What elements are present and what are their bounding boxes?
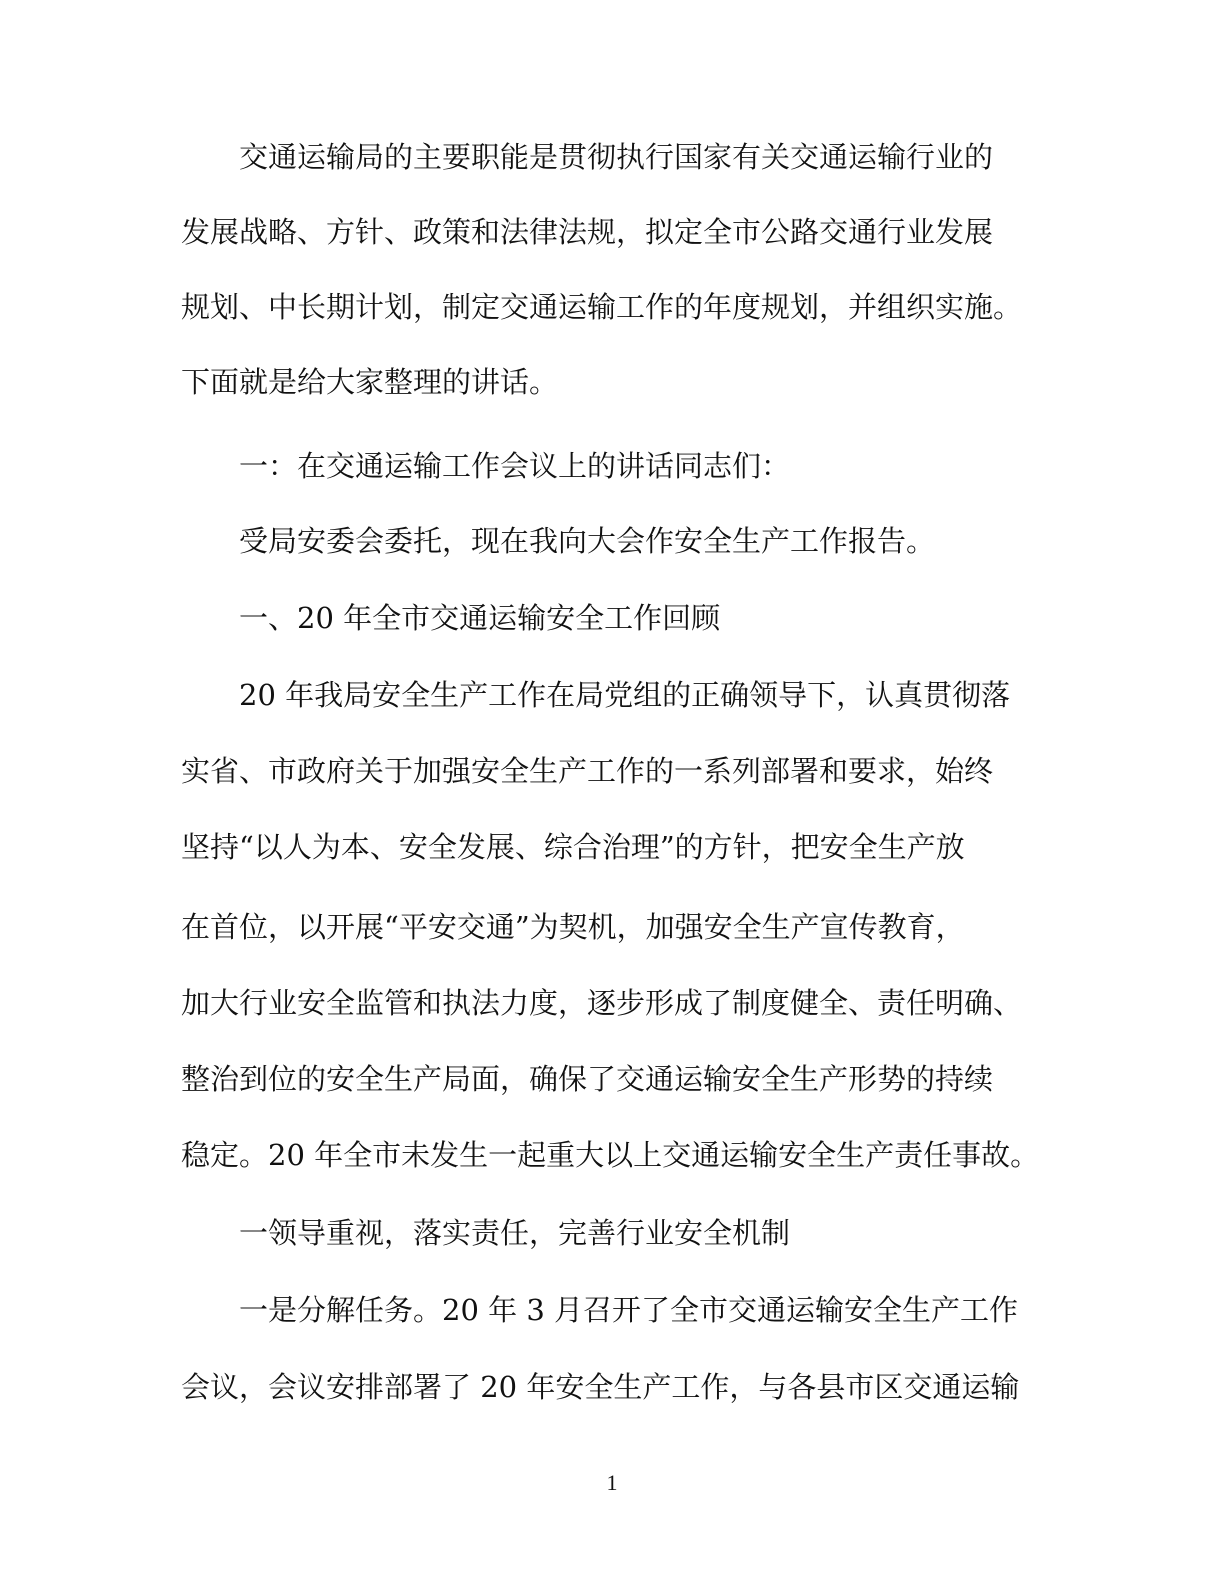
text-line-8: 20 年我局安全生产工作在局党组的正确领导下，认真贯彻落 — [239, 678, 1011, 712]
text-line-3: 规划、中长期计划，制定交通运输工作的年度规划，并组织实施。 — [181, 290, 1023, 324]
text-line-6: 受局安委会委托，现在我向大会作安全生产工作报告。 — [239, 524, 936, 558]
text-line-16: 一是分解任务。20 年 3 月召开了全市交通运输安全生产工作 — [239, 1293, 1019, 1327]
text-line-2: 发展战略、方针、政策和法律法规，拟定全市公路交通行业发展 — [181, 215, 994, 249]
text-line-9: 实省、市政府关于加强安全生产工作的一系列部署和要求，始终 — [181, 754, 994, 788]
text-line-4: 下面就是给大家整理的讲话。 — [181, 365, 559, 399]
text-line-13: 整治到位的安全生产局面，确保了交通运输安全生产形势的持续 — [181, 1062, 994, 1096]
subsection-heading: 一领导重视，落实责任，完善行业安全机制 — [239, 1216, 791, 1250]
text-line-1: 交通运输局的主要职能是贯彻执行国家有关交通运输行业的 — [239, 140, 994, 174]
text-line-14: 稳定。20 年全市未发生一起重大以上交通运输安全生产责任事故。 — [181, 1138, 1040, 1172]
text-line-10: 坚持“以人为本、安全发展、综合治理”的方针，把安全生产放 — [181, 830, 965, 864]
text-line-11: 在首位，以开展“平安交通”为契机，加强安全生产宣传教育， — [181, 910, 965, 944]
section-heading-1: 一：在交通运输工作会议上的讲话同志们： — [239, 449, 791, 483]
section-heading-2: 一、20 年全市交通运输安全工作回顾 — [239, 601, 721, 635]
text-line-12: 加大行业安全监管和执法力度，逐步形成了制度健全、责任明确、 — [181, 986, 1023, 1020]
text-line-17: 会议，会议安排部署了 20 年安全生产工作，与各县市区交通运输 — [181, 1370, 1020, 1404]
page-number: 1 — [606, 1470, 618, 1495]
